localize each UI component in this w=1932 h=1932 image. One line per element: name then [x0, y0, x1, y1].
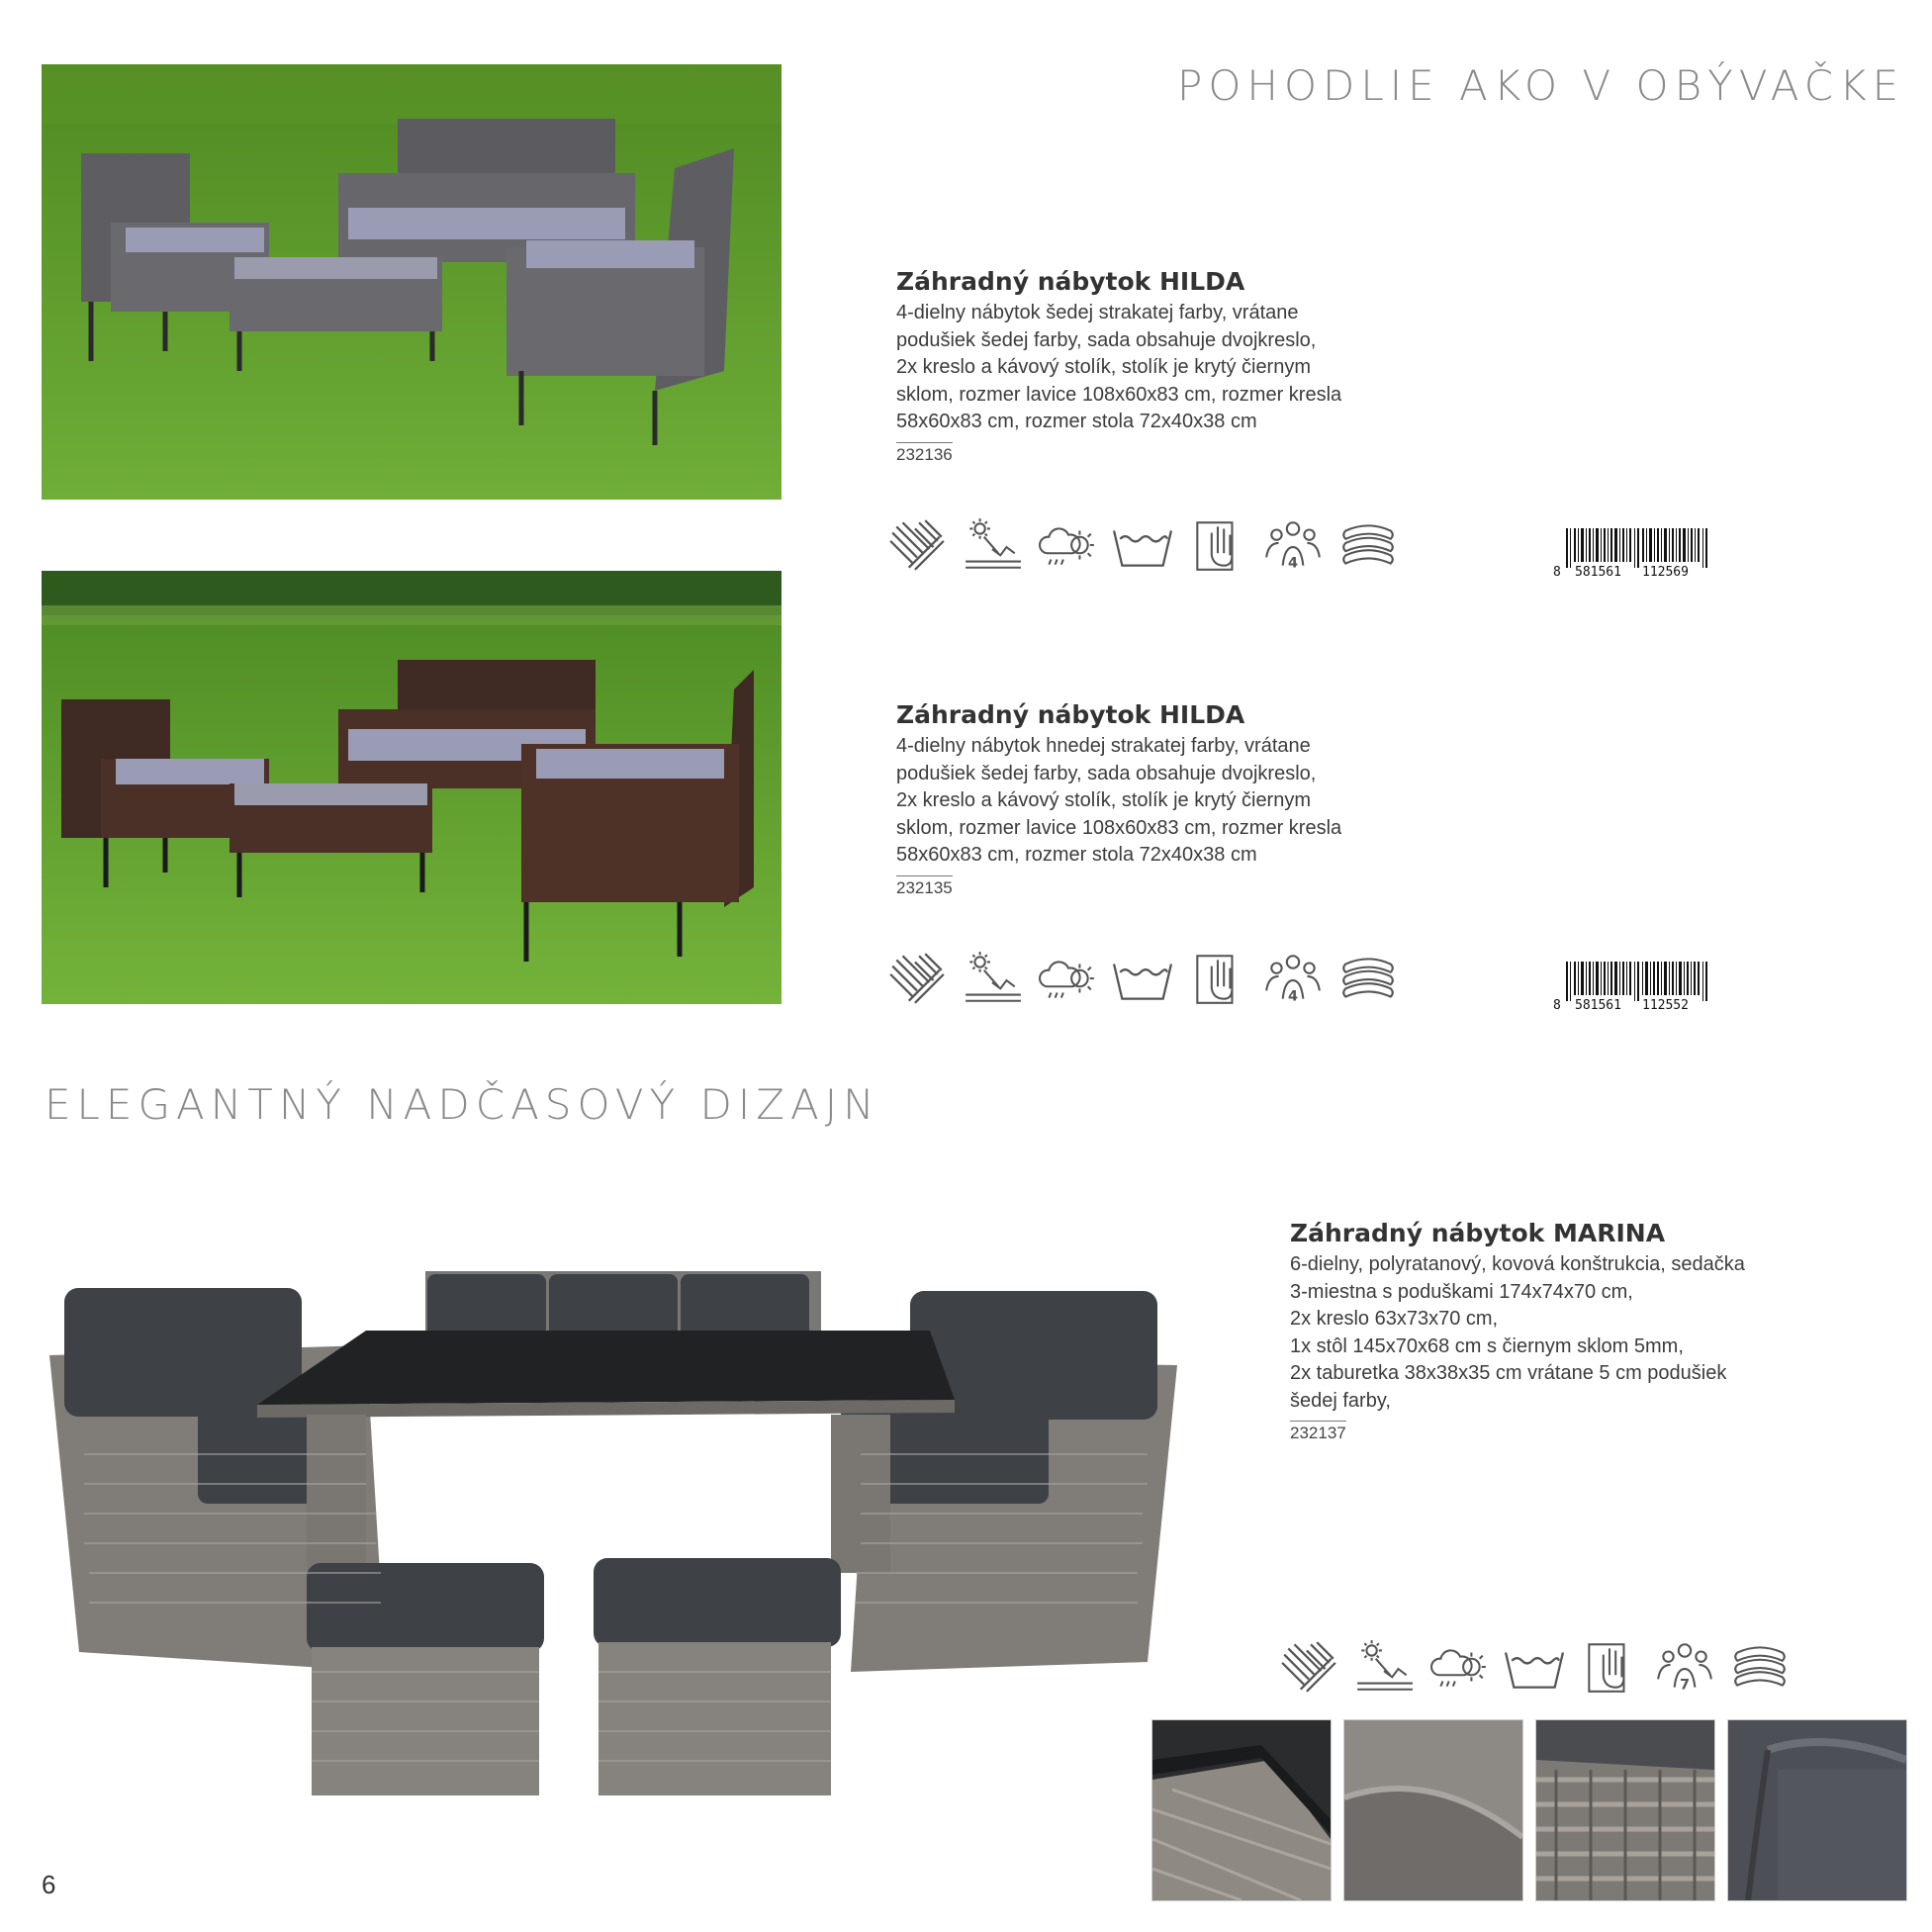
section-title-comfort: POHODLIE AKO V OBÝVAČKE: [1177, 61, 1905, 110]
detail-thumbnails: [1151, 1719, 1907, 1901]
persons-icon: [1262, 948, 1324, 1009]
marina-photo: [40, 1256, 1187, 1800]
cushions-icon: [1729, 1636, 1791, 1698]
product-marina: [1290, 1219, 1884, 1443]
cushion-seam-detail: [1343, 1719, 1523, 1901]
weather-resistant-icon: [1428, 1636, 1490, 1698]
product-hilda-brown: [896, 700, 1450, 898]
uv-resistant-icon: [962, 948, 1023, 1009]
product-code: 232137: [1290, 1421, 1346, 1443]
product-name: Záhradný nábytok HILDA: [896, 267, 1245, 296]
cushion-fabric-detail: [1727, 1719, 1907, 1901]
section-title-design: ELEGANTNÝ NADČASOVÝ DIZAJN: [45, 1080, 880, 1129]
rattan-weave-icon: [1278, 1636, 1339, 1698]
barcode-right-digits: 112552: [1642, 998, 1689, 1011]
barcode: [1551, 528, 1724, 578]
hand-care-icon: [1187, 514, 1248, 576]
cushions-icon: [1337, 948, 1399, 1009]
rattan-weave-detail: [1535, 1719, 1715, 1901]
barcode: [1551, 962, 1724, 1011]
hand-care-icon: [1187, 948, 1248, 1009]
persons-count: 4: [1287, 555, 1299, 572]
product-code: 232136: [896, 442, 953, 465]
persons-icon: [1654, 1636, 1715, 1698]
uv-resistant-icon: [1353, 1636, 1415, 1698]
washable-icon: [1112, 948, 1173, 1009]
page-number: 6: [42, 1870, 56, 1899]
persons-count: 4: [1287, 988, 1299, 1005]
persons-count: 7: [1679, 1677, 1691, 1694]
product-hilda-grey: [896, 267, 1450, 465]
barcode-right-digits: 112569: [1642, 565, 1689, 578]
weather-resistant-icon: [1037, 948, 1098, 1009]
washable-icon: [1504, 1636, 1565, 1698]
hand-care-icon: [1579, 1636, 1640, 1698]
washable-icon: [1112, 514, 1173, 576]
weather-resistant-icon: [1037, 514, 1098, 576]
barcode-first-digit: 8: [1553, 998, 1561, 1011]
product-description: 6-dielny, polyratanový, kovová konštrukcia, sedačka 3-miestna s poduškami 174x74x70 cm, 2x kreslo 63x73x70 cm, 1x stôl 145x70x68 cm s čiernym sklom 5mm, 2x taburetka 38x38x35 cm vrátane 5 cm podušiek šedej farby,: [1290, 1253, 1745, 1412]
hilda-grey-photo: [42, 64, 782, 500]
product-name: Záhradný nábytok MARINA: [1290, 1219, 1666, 1247]
feature-icons-row: [886, 948, 1399, 1009]
barcode-left-digits: 581561: [1575, 998, 1621, 1011]
product-code: 232135: [896, 875, 953, 898]
feature-icons-row: [1278, 1636, 1791, 1698]
glass-table-corner-detail: [1151, 1719, 1332, 1901]
barcode-first-digit: 8: [1553, 565, 1561, 578]
hilda-brown-photo: [42, 571, 782, 1004]
uv-resistant-icon: [962, 514, 1023, 576]
cushions-icon: [1337, 514, 1399, 576]
rattan-weave-icon: [886, 514, 948, 576]
product-description: 4-dielny nábytok šedej strakatej farby, vrátane podušiek šedej farby, sada obsahuje dvojkreslo, 2x kreslo a kávový stolík, stolík je krytý čiernym sklom, rozmer lavice 108x60x83 cm, rozmer kresla 58x60x83 cm, rozmer stola 72x40x38 cm: [896, 302, 1342, 432]
product-description: 4-dielny nábytok hnedej strakatej farby, vrátane podušiek šedej farby, sada obsahuje dvojkreslo, 2x kreslo a kávový stolík, stolík je krytý čiernym sklom, rozmer lavice 108x60x83 cm, rozmer kresla 58x60x83 cm, rozmer stola 72x40x38 cm: [896, 735, 1342, 866]
product-name: Záhradný nábytok HILDA: [896, 700, 1245, 729]
barcode-left-digits: 581561: [1575, 565, 1621, 578]
feature-icons-row: [886, 514, 1399, 576]
rattan-weave-icon: [886, 948, 948, 1009]
persons-icon: [1262, 514, 1324, 576]
